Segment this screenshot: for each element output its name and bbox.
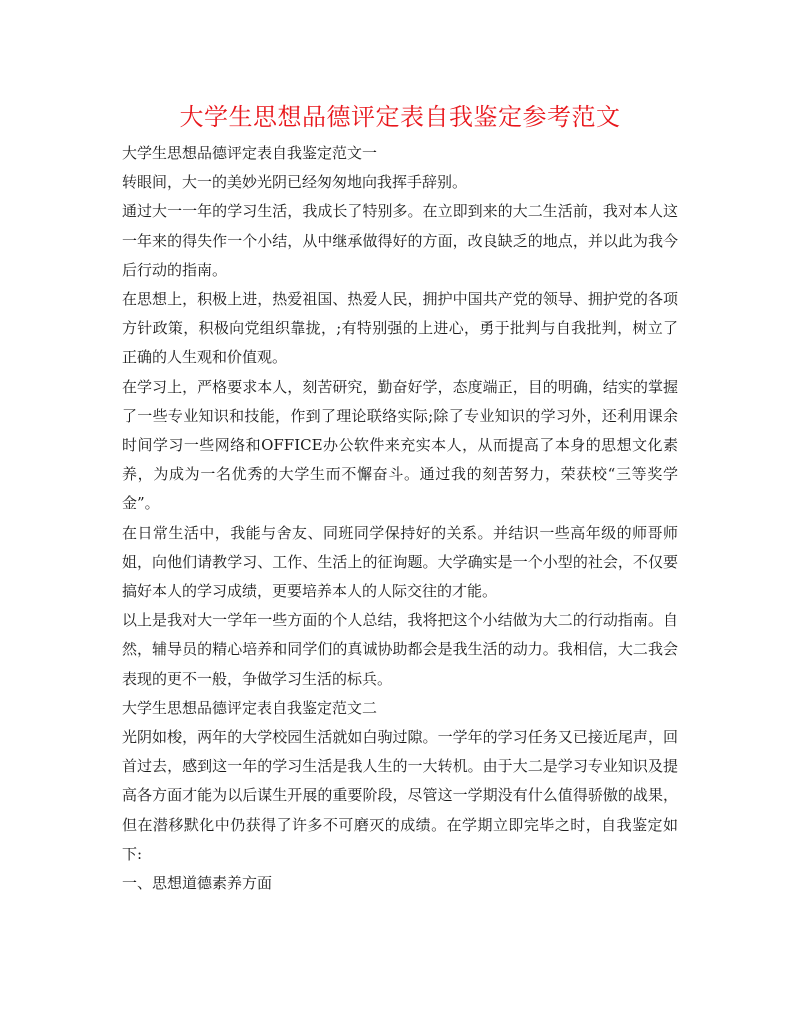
- document-title: 大学生思想品德评定表自我鉴定参考范文: [179, 103, 621, 131]
- paragraph: 通过大一一年的学习生活，我成长了特别多。在立即到来的大二生活前，我对本人这一年来的得失作一个小结，从中继承做得好的方面，改良缺乏的地点，并以此为我今后行动的指南。: [122, 202, 678, 279]
- paragraph: 在思想上，积极上进，热爱祖国、热爱人民，拥护中国共产党的领导、拥护党的各项方针政策，积极向党组织靠拢，;有特别强的上进心，勇于批判与自我批判，树立了正确的人生观和价值观。: [122, 290, 678, 367]
- section-heading-1: 大学生思想品德评定表自我鉴定范文一: [122, 144, 378, 162]
- document-body: [122, 139, 678, 898]
- section-heading-2: 大学生思想品德评定表自我鉴定范文二: [122, 698, 378, 717]
- subsection-heading: 一、思想道德素养方面: [122, 874, 273, 893]
- paragraph: 在日常生活中，我能与舍友、同班同学保持好的关系。并结识一些高年级的师哥师姐，向他们请教学习、工作、生活上的征询题。大学确实是一个小型的社会，不仅要搞好本人的学习成绩，更要培养本人的人际交往的才能。: [122, 523, 678, 601]
- paragraph: 在学习上，严格要求本人，刻苦研究，勤奋好学，态度端正，目的明确，结实的掌握了一些专业知识和技能，作到了理论联络实际;除了专业知识的学习外，还利用课余时间学习一些网络和OFFICE办公软件来充实本人，从而提高了本身的思想文化素养，为成为一名优秀的大学生而不懈奋斗。通过我的刻苦努力，荣获校“三等奖学金”。: [122, 377, 678, 513]
- paragraph: 以上是我对大一学年一些方面的个人总结，我将把这个小结做为大二的行动指南。自然，辅导员的精心培养和同学们的真诚协助都会是我生活的动力。我相信，大二我会表现的更不一般，争做学习生活的标兵。: [122, 611, 678, 688]
- paragraph: 转眼间，大一的美妙光阴已经匆匆地向我挥手辞别。: [122, 173, 468, 192]
- paragraph: 光阴如梭，两年的大学校园生活就如白驹过隙。一学年的学习任务又已接近尾声，回首过去，感到这一年的学习生活是我人生的一大转机。由于大二是学习专业知识及提高各方面才能为以后谋生开展的重要阶段，尽管这一学期没有什么值得骄傲的战果，但在潜移默化中仍获得了许多不可磨灭的成绩。在学期立即完毕之时，自我鉴定如下:: [122, 728, 678, 863]
